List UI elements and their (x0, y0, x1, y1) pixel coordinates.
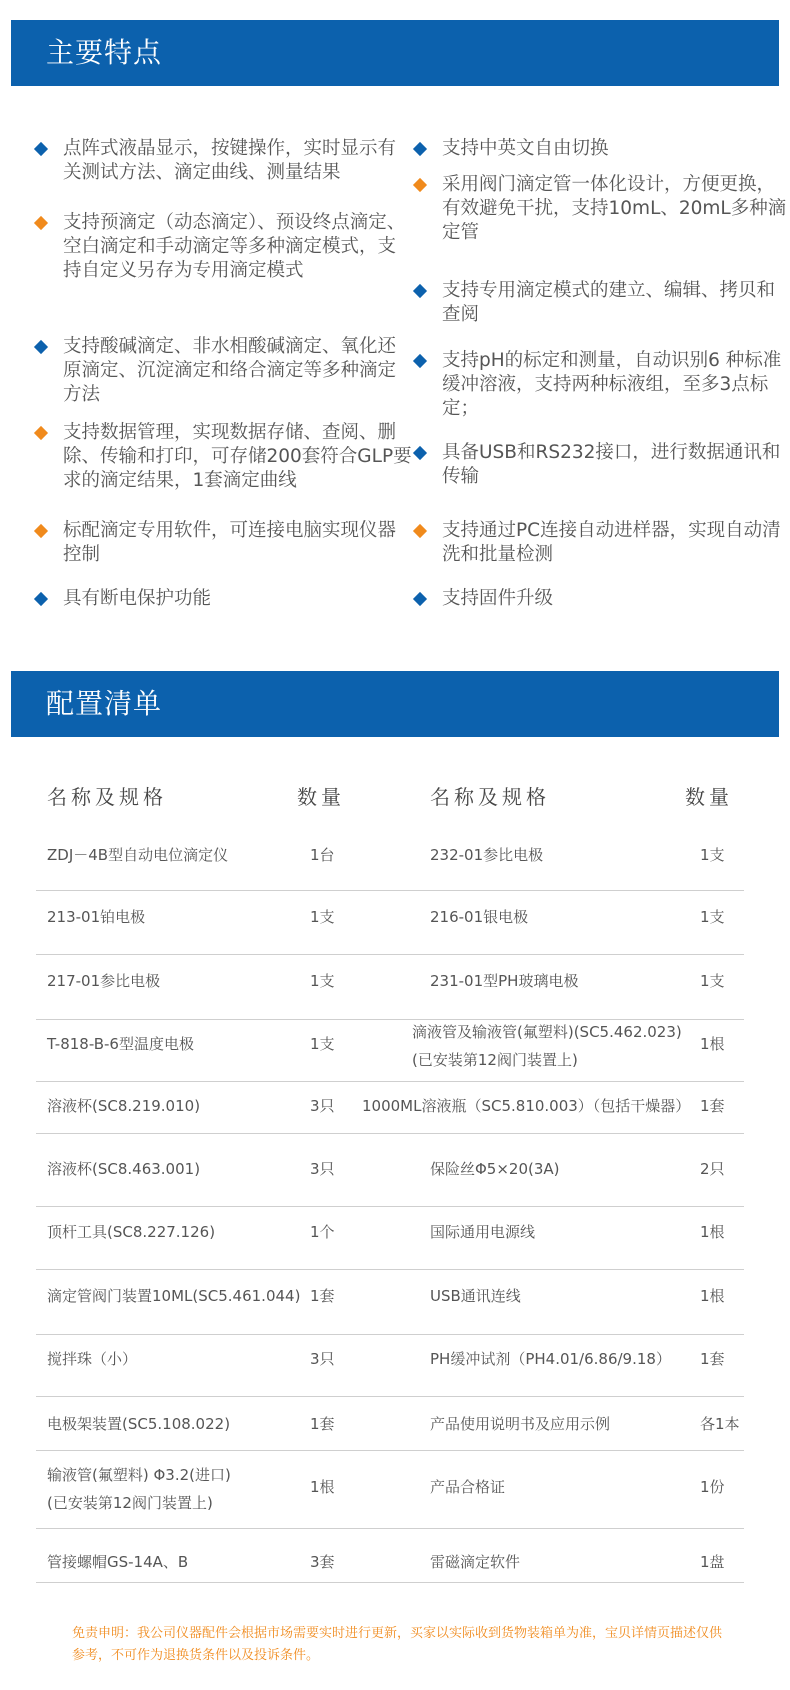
item-qty-left: 1支 (310, 972, 335, 990)
feature-text: 支持预滴定（动态滴定）、预设终点滴定、空白滴定和手动滴定等多种滴定模式，支持自定义另存为专用滴定模式 (63, 212, 406, 281)
orange-diamond-bullet-icon (34, 216, 48, 230)
item-name-left: 顶杆工具(SC8.227.126) (47, 1223, 216, 1241)
item-qty-left: 1套 (310, 1415, 335, 1433)
config-header (11, 671, 779, 737)
feature-text: 支持通过PC连接自动进样器，实现自动清洗和批量检测 (442, 520, 781, 565)
item-qty-left: 3只 (310, 1097, 335, 1115)
item-name-right: 232-01参比电极 (430, 846, 544, 864)
orange-diamond-bullet-icon (34, 426, 48, 440)
item-name-right: 1000ML溶液瓶（SC5.810.003）（包括干燥器） (362, 1097, 691, 1115)
item-name-left: 217-01参比电极 (47, 972, 161, 990)
row-divider (36, 1269, 744, 1270)
header-name-right: 名称及规格 (430, 785, 550, 809)
feature-text: 支持固件升级 (442, 588, 554, 609)
item-qty-left: 3只 (310, 1350, 335, 1368)
blue-diamond-bullet-icon (413, 354, 427, 368)
item-name-right: 产品使用说明书及应用示例 (430, 1415, 611, 1433)
item-name-right: USB通讯连线 (430, 1287, 521, 1305)
item-name-left: 搅拌珠（小） (47, 1350, 138, 1368)
item-name-left: 溶液杯(SC8.463.001) (47, 1160, 201, 1178)
item-qty-left: 3只 (310, 1160, 335, 1178)
item-name-left: ZDJ－4B型自动电位滴定仪 (47, 846, 229, 864)
item-qty-right: 1支 (700, 972, 725, 990)
blue-diamond-bullet-icon (34, 142, 48, 156)
orange-diamond-bullet-icon (413, 178, 427, 192)
item-qty-left: 1支 (310, 908, 335, 926)
feature-item-right-3 (442, 279, 790, 327)
header-qty-left: 数量 (297, 785, 345, 809)
item-qty-left: 3套 (310, 1553, 335, 1571)
header-qty-right: 数量 (685, 785, 733, 809)
item-name-right: 雷磁滴定软件 (430, 1553, 521, 1571)
item-qty-right: 各1本 (700, 1415, 740, 1433)
item-name-left: 电极架装置(SC5.108.022) (47, 1415, 231, 1433)
feature-item-right-5 (442, 441, 790, 489)
feature-text: 支持数据管理，实现数据存储、查阅、删除、传输和打印，可存储200套符合GLP要求的滴定结果，1套滴定曲线 (63, 422, 412, 491)
header-name-left: 名称及规格 (47, 785, 167, 809)
feature-text: 支持pH的标定和测量，自动识别6 种标准缓冲溶液，支持两种标液组，至多3点标定； (442, 350, 782, 419)
item-name-right: PH缓冲试剂（PH4.01/6.86/9.18） (430, 1350, 671, 1368)
feature-item-left-4 (63, 421, 413, 493)
item-name-right: 滴液管及输液管(氟塑料)(SC5.462.023) (412, 1023, 682, 1041)
blue-diamond-bullet-icon (413, 142, 427, 156)
item-name-left-line2: (已安装第12阀门装置上) (47, 1494, 213, 1512)
feature-item-left-5 (63, 519, 413, 567)
item-qty-right: 1根 (700, 1223, 725, 1241)
feature-text: 支持中英文自由切换 (442, 138, 609, 159)
blue-diamond-bullet-icon (34, 592, 48, 606)
item-name-right: 保险丝Φ5×20(3A) (430, 1160, 560, 1178)
orange-diamond-bullet-icon (413, 524, 427, 538)
item-qty-right: 1根 (700, 1287, 725, 1305)
item-qty-left: 1支 (310, 1035, 335, 1053)
config-title: 配置清单 (46, 687, 163, 720)
item-name-right: 产品合格证 (430, 1478, 506, 1496)
feature-item-right-7 (442, 587, 790, 611)
features-title: 主要特点 (46, 36, 163, 69)
blue-diamond-bullet-icon (413, 592, 427, 606)
item-name-right-line2: (已安装第12阀门装置上) (412, 1051, 578, 1069)
feature-item-right-2 (442, 173, 790, 245)
item-qty-right: 1套 (700, 1350, 725, 1368)
item-qty-left: 1台 (310, 846, 335, 864)
feature-text: 采用阀门滴定管一体化设计，方便更换，有效避免干扰，支持10mL、20mL多种滴定管 (442, 174, 787, 243)
item-qty-left: 1套 (310, 1287, 335, 1305)
item-qty-left: 1个 (310, 1223, 335, 1241)
feature-text: 具有断电保护功能 (63, 588, 212, 609)
feature-item-right-1 (442, 137, 790, 161)
blue-diamond-bullet-icon (413, 284, 427, 298)
blue-diamond-bullet-icon (34, 340, 48, 354)
feature-item-left-2 (63, 211, 413, 283)
feature-text: 标配滴定专用软件，可连接电脑实现仪器控制 (63, 520, 397, 565)
item-name-left: T-818-B-6型温度电极 (47, 1035, 194, 1053)
row-divider (36, 1334, 744, 1335)
item-qty-right: 1支 (700, 846, 725, 864)
row-divider (36, 1528, 744, 1529)
item-name-left: 溶液杯(SC8.219.010) (47, 1097, 201, 1115)
feature-text: 支持专用滴定模式的建立、编辑、拷贝和查阅 (442, 280, 776, 325)
row-divider (36, 1206, 744, 1207)
item-name-left: 管接螺帽GS-14A、B (47, 1553, 189, 1571)
feature-text: 点阵式液晶显示，按键操作，实时显示有关测试方法、滴定曲线、测量结果 (63, 138, 397, 183)
row-divider (36, 954, 744, 955)
feature-item-right-4 (442, 349, 790, 421)
disclaimer-text: 免责申明：我公司仪器配件会根据市场需要实时进行更新，买家以实际收到货物装箱单为准，宝贝详情页描述仅供参考，不可作为退换货条件以及投诉条件。 (72, 1626, 723, 1663)
row-divider (36, 1396, 744, 1397)
item-name-left: 213-01铂电极 (47, 908, 146, 926)
item-qty-right: 1支 (700, 908, 725, 926)
feature-text: 具备USB和RS232接口，进行数据通讯和传输 (442, 442, 781, 487)
item-qty-right: 1盘 (700, 1553, 725, 1571)
feature-item-left-3 (63, 335, 413, 407)
row-divider (36, 1081, 744, 1082)
row-divider (36, 1450, 744, 1451)
item-qty-right: 1套 (700, 1097, 725, 1115)
item-name-left: 滴定管阀门装置10ML(SC5.461.044) (47, 1287, 301, 1305)
row-divider (36, 1582, 744, 1583)
feature-item-left-6 (63, 587, 413, 611)
feature-item-right-6 (442, 519, 790, 567)
feature-text: 支持酸碱滴定、非水相酸碱滴定、氧化还原滴定、沉淀滴定和络合滴定等多种滴定方法 (63, 336, 397, 405)
feature-item-left-1 (63, 137, 413, 185)
item-qty-right: 2只 (700, 1160, 725, 1178)
row-divider (36, 890, 744, 891)
item-qty-right: 1份 (700, 1478, 725, 1496)
item-name-right: 216-01银电极 (430, 908, 529, 926)
row-divider (36, 1133, 744, 1134)
item-qty-left: 1根 (310, 1478, 335, 1496)
item-name-left: 输液管(氟塑料) Φ3.2(进口) (47, 1466, 231, 1484)
item-name-right: 231-01型PH玻璃电极 (430, 972, 579, 990)
item-qty-right: 1根 (700, 1035, 725, 1053)
blue-diamond-bullet-icon (413, 446, 427, 460)
orange-diamond-bullet-icon (34, 524, 48, 538)
features-header (11, 20, 779, 86)
item-name-right: 国际通用电源线 (430, 1223, 536, 1241)
